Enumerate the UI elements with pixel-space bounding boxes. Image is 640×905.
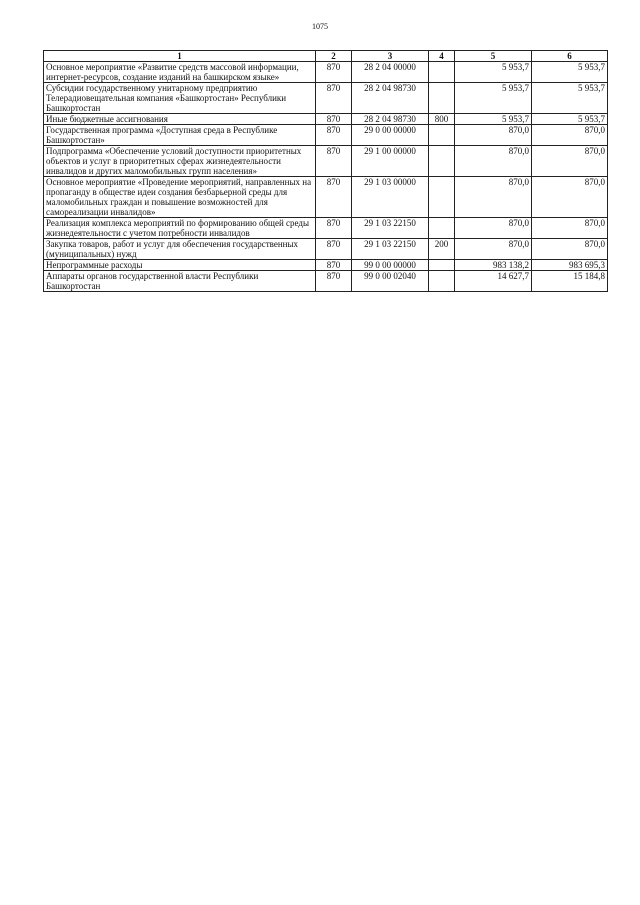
row-expense-type-cell xyxy=(429,218,455,239)
row-name-cell: Непрограммные расходы xyxy=(44,260,316,271)
table-header-row xyxy=(44,51,608,62)
row-expense-type-cell xyxy=(429,177,455,218)
row-amount-year-2-cell: 870,0 xyxy=(532,239,608,260)
row-code-cell: 870 xyxy=(316,114,352,125)
row-expense-type-cell xyxy=(429,125,455,146)
row-amount-year-2-cell: 15 184,8 xyxy=(532,271,608,292)
row-code-cell: 870 xyxy=(316,239,352,260)
row-name-cell: Основное мероприятие «Проведение мероприятий, направленных на пропаганду в обществе идеи создания безбарьерной среды для маломобильных граждан и повышение возможностей для самореализации инвалидов» xyxy=(44,177,316,218)
row-amount-year-1-cell: 14 627,7 xyxy=(455,271,532,292)
row-target-article-cell: 29 1 00 00000 xyxy=(352,146,429,177)
table-row xyxy=(44,177,608,218)
row-amount-year-2-cell: 983 695,3 xyxy=(532,260,608,271)
header-col-5: 5 xyxy=(455,51,532,62)
row-amount-year-2-cell: 5 953,7 xyxy=(532,83,608,114)
header-col-2: 2 xyxy=(316,51,352,62)
row-code-cell: 870 xyxy=(316,218,352,239)
row-code-cell: 870 xyxy=(316,125,352,146)
row-target-article-cell: 99 0 00 00000 xyxy=(352,260,429,271)
row-amount-year-2-cell: 870,0 xyxy=(532,177,608,218)
table-row xyxy=(44,62,608,83)
table-row xyxy=(44,260,608,271)
row-amount-year-2-cell: 870,0 xyxy=(532,146,608,177)
row-amount-year-2-cell: 5 953,7 xyxy=(532,114,608,125)
row-target-article-cell: 28 2 04 98730 xyxy=(352,114,429,125)
row-name-cell: Иные бюджетные ассигнования xyxy=(44,114,316,125)
row-expense-type-cell xyxy=(429,146,455,177)
page-number: 1075 xyxy=(312,22,328,31)
row-name-cell: Подпрограмма «Обеспечение условий доступности приоритетных объектов и услуг в приоритетных сферах жизнедеятельности инвалидов и других маломобильных групп населения» xyxy=(44,146,316,177)
row-target-article-cell: 99 0 00 02040 xyxy=(352,271,429,292)
row-amount-year-1-cell: 870,0 xyxy=(455,239,532,260)
row-target-article-cell: 28 2 04 98730 xyxy=(352,83,429,114)
row-target-article-cell: 29 0 00 00000 xyxy=(352,125,429,146)
header-col-4: 4 xyxy=(429,51,455,62)
row-code-cell: 870 xyxy=(316,271,352,292)
row-amount-year-1-cell: 5 953,7 xyxy=(455,62,532,83)
row-expense-type-cell xyxy=(429,83,455,114)
row-target-article-cell: 29 1 03 22150 xyxy=(352,218,429,239)
row-name-cell: Субсидии государственному унитарному предприятию Телерадиовещательная компания «Башкортостан» Республики Башкортостан xyxy=(44,83,316,114)
row-name-cell: Государственная программа «Доступная среда в Республике Башкортостан» xyxy=(44,125,316,146)
row-code-cell: 870 xyxy=(316,177,352,218)
header-col-1: 1 xyxy=(44,51,316,62)
row-amount-year-2-cell: 5 953,7 xyxy=(532,62,608,83)
row-code-cell: 870 xyxy=(316,83,352,114)
row-expense-type-cell xyxy=(429,260,455,271)
row-code-cell: 870 xyxy=(316,146,352,177)
header-col-3: 3 xyxy=(352,51,429,62)
row-amount-year-1-cell: 870,0 xyxy=(455,125,532,146)
row-name-cell: Аппараты органов государственной власти Республики Башкортостан xyxy=(44,271,316,292)
row-amount-year-1-cell: 983 138,2 xyxy=(455,260,532,271)
row-amount-year-1-cell: 5 953,7 xyxy=(455,83,532,114)
row-expense-type-cell: 200 xyxy=(429,239,455,260)
table-row xyxy=(44,114,608,125)
row-amount-year-1-cell: 870,0 xyxy=(455,177,532,218)
row-amount-year-2-cell: 870,0 xyxy=(532,218,608,239)
table-row xyxy=(44,83,608,114)
row-amount-year-1-cell: 870,0 xyxy=(455,218,532,239)
row-expense-type-cell: 800 xyxy=(429,114,455,125)
row-amount-year-2-cell: 870,0 xyxy=(532,125,608,146)
row-name-cell: Основное мероприятие «Развитие средств массовой информации, интернет-ресурсов, создание изданий на башкирском языке» xyxy=(44,62,316,83)
header-col-6: 6 xyxy=(532,51,608,62)
row-name-cell: Реализация комплекса мероприятий по формированию общей среды жизнедеятельности с учетом потребности инвалидов xyxy=(44,218,316,239)
row-amount-year-1-cell: 5 953,7 xyxy=(455,114,532,125)
row-target-article-cell: 28 2 04 00000 xyxy=(352,62,429,83)
table-body xyxy=(44,62,608,292)
table-row xyxy=(44,218,608,239)
row-code-cell: 870 xyxy=(316,62,352,83)
table-row xyxy=(44,146,608,177)
table-row xyxy=(44,125,608,146)
row-name-cell: Закупка товаров, работ и услуг для обеспечения государственных (муниципальных) нужд xyxy=(44,239,316,260)
row-code-cell: 870 xyxy=(316,260,352,271)
table-row xyxy=(44,239,608,260)
row-amount-year-1-cell: 870,0 xyxy=(455,146,532,177)
row-target-article-cell: 29 1 03 22150 xyxy=(352,239,429,260)
budget-table xyxy=(43,50,608,292)
row-target-article-cell: 29 1 03 00000 xyxy=(352,177,429,218)
table-row xyxy=(44,271,608,292)
row-expense-type-cell xyxy=(429,62,455,83)
row-expense-type-cell xyxy=(429,271,455,292)
